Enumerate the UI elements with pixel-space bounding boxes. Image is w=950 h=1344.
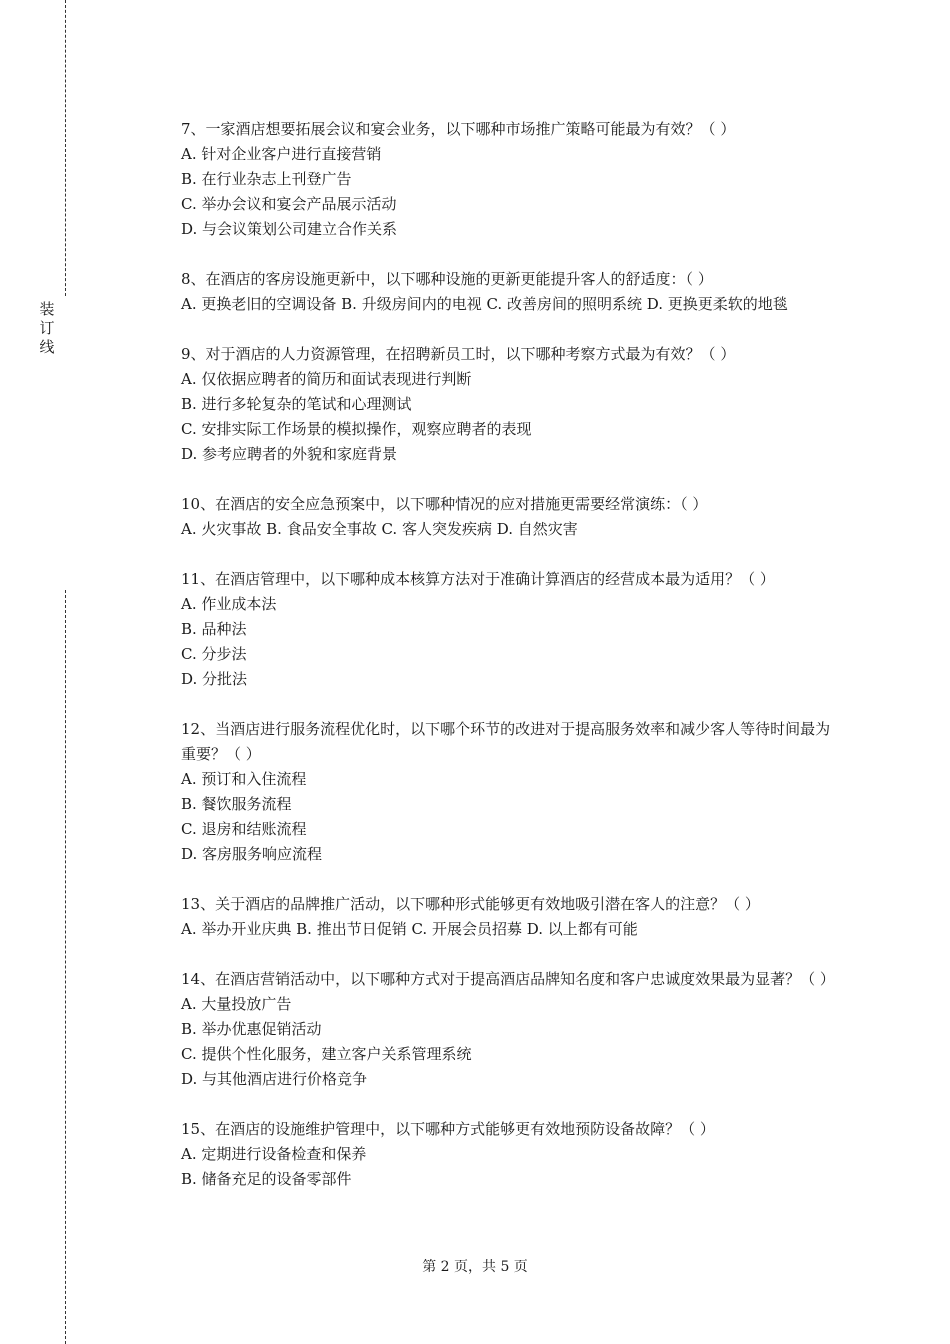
question-7 (181, 117, 841, 242)
question-8 (181, 267, 841, 317)
binding-line-top (65, 0, 66, 296)
inline-options: A. 火灾事故 B. 食品安全事故 C. 客人突发疾病 D. 自然灾害 (181, 520, 578, 538)
option-a: A. 针对企业客户进行直接营销 (181, 145, 382, 163)
option-a: A. 定期进行设备检查和保养 (181, 1145, 367, 1163)
binding-line-bottom (65, 590, 66, 1344)
question-15 (181, 1117, 841, 1192)
binding-char: 线 (39, 338, 55, 356)
question-stem: 10、在酒店的安全应急预案中，以下哪种情况的应对措施更需要经常演练：（ ） (181, 495, 708, 513)
question-14 (181, 967, 841, 1092)
question-10 (181, 492, 841, 542)
option-d: D. 参考应聘者的外貌和家庭背景 (181, 445, 398, 463)
question-11 (181, 567, 841, 692)
binding-char: 装 (39, 300, 55, 318)
question-list (181, 117, 841, 1217)
option-b: B. 储备充足的设备零部件 (181, 1170, 352, 1188)
option-c: C. 举办会议和宴会产品展示活动 (181, 195, 397, 213)
option-a: A. 大量投放广告 (181, 995, 292, 1013)
option-d: D. 分批法 (181, 670, 248, 688)
option-c: C. 安排实际工作场景的模拟操作，观察应聘者的表现 (181, 420, 532, 438)
page-footer: 第 2 页，共 5 页 (422, 1259, 528, 1275)
question-9 (181, 342, 841, 467)
question-stem: 13、关于酒店的品牌推广活动，以下哪种形式能够更有效地吸引潜在客人的注意？（ ） (181, 895, 760, 913)
binding-label (37, 300, 57, 357)
question-12 (181, 717, 841, 867)
option-c: C. 退房和结账流程 (181, 820, 307, 838)
option-d: D. 与会议策划公司建立合作关系 (181, 220, 398, 238)
question-stem: 15、在酒店的设施维护管理中，以下哪种方式能够更有效地预防设备故障？（ ） (181, 1120, 715, 1138)
question-stem: 12、当酒店进行服务流程优化时，以下哪个环节的改进对于提高服务效率和减少客人等待时间最为重要？（ ） (181, 720, 831, 763)
question-stem: 9、对于酒店的人力资源管理，在招聘新员工时，以下哪种考察方式最为有效？（ ） (181, 345, 736, 363)
option-d: D. 与其他酒店进行价格竞争 (181, 1070, 368, 1088)
option-b: B. 进行多轮复杂的笔试和心理测试 (181, 395, 412, 413)
option-a: A. 仅依据应聘者的简历和面试表现进行判断 (181, 370, 472, 388)
inline-options: A. 举办开业庆典 B. 推出节日促销 C. 开展会员招募 D. 以上都有可能 (181, 920, 638, 938)
option-b: B. 在行业杂志上刊登广告 (181, 170, 352, 188)
option-b: B. 品种法 (181, 620, 247, 638)
question-13 (181, 892, 841, 942)
inline-options: A. 更换老旧的空调设备 B. 升级房间内的电视 C. 改善房间的照明系统 D. 更换更柔软的地毯 (181, 295, 788, 313)
option-b: B. 举办优惠促销活动 (181, 1020, 322, 1038)
question-stem: 8、在酒店的客房设施更新中，以下哪种设施的更新更能提升客人的舒适度：（ ） (181, 270, 713, 288)
option-d: D. 客房服务响应流程 (181, 845, 323, 863)
option-c: C. 分步法 (181, 645, 247, 663)
option-a: A. 预订和入住流程 (181, 770, 307, 788)
question-stem: 14、在酒店营销活动中，以下哪种方式对于提高酒店品牌知名度和客户忠诚度效果最为显著？（ ） (181, 970, 835, 988)
option-b: B. 餐饮服务流程 (181, 795, 292, 813)
option-c: C. 提供个性化服务，建立客户关系管理系统 (181, 1045, 472, 1063)
question-stem: 7、一家酒店想要拓展会议和宴会业务，以下哪种市场推广策略可能最为有效？（ ） (181, 120, 736, 138)
question-stem: 11、在酒店管理中，以下哪种成本核算方法对于准确计算酒店的经营成本最为适用？（ ） (181, 570, 775, 588)
option-a: A. 作业成本法 (181, 595, 277, 613)
binding-char: 订 (39, 319, 55, 337)
